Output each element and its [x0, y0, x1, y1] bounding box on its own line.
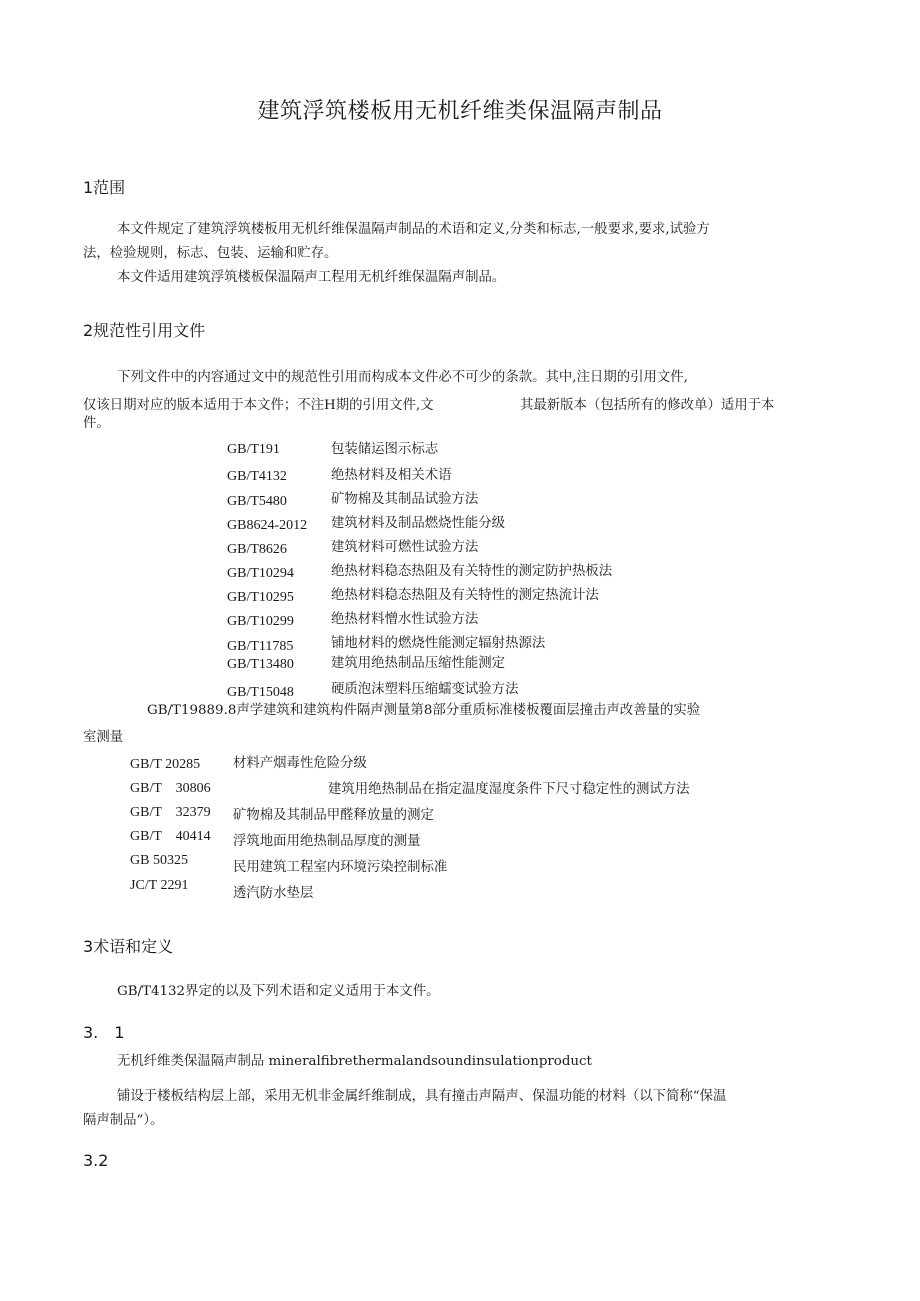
ref-code: GB/T8626: [227, 542, 287, 557]
ref-title: 矿物棉及其制品试验方法: [331, 492, 479, 507]
ref-code: GB/T13480: [227, 657, 294, 672]
section-3-intro: GB/T4132界定的以及下列术语和定义适用于本文件。: [117, 984, 440, 999]
ref-title: 硬质泡沫塑料压缩蠕变试验方法: [331, 682, 519, 697]
ref-title: 建筑材料可燃性试验方法: [331, 540, 479, 555]
ref-title: 铺地材料的燃烧性能测定辐射热源法: [331, 636, 546, 651]
section-1-paragraph-2: 本文件适用建筑浮筑楼板保温隔声工程用无机纤维保温隔声制品。: [117, 270, 506, 285]
term-3-1-number: 3. 1: [83, 1023, 125, 1042]
section-2-paragraph-line-3: 件。: [83, 416, 110, 431]
term-3-1-definition-line-1: 铺设于楼板结构层上部，采用无机非金属纤维制成，具有撞击声隔声、保温功能的材料（以下简称“保温: [117, 1089, 727, 1104]
term-3-1-name: 无机纤维类保温隔声制品 mineralfibrethermalandsoundinsulationproduct: [117, 1054, 592, 1069]
ref-code: GB/T15048: [227, 685, 294, 700]
ref-title: 材料产烟毒性危险分级: [233, 756, 367, 771]
ref-code: GB/T 32379: [130, 805, 211, 820]
ref-code: GB8624-2012: [227, 518, 308, 533]
section-2-paragraph-line-2b: 其最新版本（包括所有的修改单）适用于本: [520, 398, 775, 413]
term-3-1-definition-line-2: 隔声制品”）。: [83, 1113, 164, 1128]
ref-code: GB/T 40414: [130, 829, 211, 844]
section-2-heading: 2规范性引用文件: [83, 321, 206, 340]
ref-title: 绝热材料稳态热阻及有关特性的测定热流计法: [331, 588, 599, 603]
ref-title: 建筑用绝热制品压缩性能测定: [331, 656, 506, 671]
ref-code: GB/T11785: [227, 639, 294, 654]
ref-title: 包装储运图示标志: [331, 442, 439, 457]
document-title: 建筑浮筑楼板用无机纤维类保温隔声制品: [257, 99, 663, 124]
ref-code: GB/T10294: [227, 566, 294, 581]
section-2-paragraph-line-2a: 仅该日期对应的版本适用于本文件；不注H期的引用文件,文: [83, 398, 434, 413]
section-1-paragraph-1-line-1: 本文件规定了建筑浮筑楼板用无机纤维保温隔声制品的术语和定义,分类和标志,一般要求,要求,试验方: [117, 222, 710, 237]
ref-code: GB 50325: [130, 853, 188, 868]
term-3-2-number: 3.2: [83, 1151, 109, 1170]
ref-code: GB/T191: [227, 442, 280, 457]
section-3-heading: 3术语和定义: [83, 937, 174, 956]
ref-code: GB/T5480: [227, 494, 287, 509]
ref-title: 民用建筑工程室内环境污染控制标准: [233, 860, 448, 875]
section-1-paragraph-1-line-2: 法，检验规则，标志、包装、运输和贮存。: [83, 246, 338, 261]
ref-code: GB/T4132: [227, 469, 287, 484]
ref-title: 建筑用绝热制品在指定温度湿度条件下尺寸稳定性的测试方法: [328, 782, 690, 797]
ref-code: GB/T10299: [227, 614, 294, 629]
ref-title: 绝热材料稳态热阻及有关特性的测定防护热板法: [331, 564, 613, 579]
ref-code: GB/T 30806: [130, 781, 211, 796]
ref-title: 绝热材料及相关术语: [331, 468, 452, 483]
ref-code: JC/T 2291: [130, 878, 189, 893]
section-1-heading: 1范围: [83, 178, 126, 197]
ref-title: 浮筑地面用绝热制品厚度的测量: [233, 834, 421, 849]
ref-long-line-1: GB/T19889.8声学建筑和建筑构件隔声测量第8部分重质标准楼板覆面层撞击声改善量的实验: [147, 703, 701, 718]
ref-title: 透汽防水垫层: [233, 886, 314, 901]
ref-title: 绝热材料憎水性试验方法: [331, 612, 479, 627]
ref-code: GB/T10295: [227, 590, 294, 605]
ref-code: GB/T 20285: [130, 757, 201, 772]
ref-long-line-2: 室测量: [83, 730, 124, 745]
section-2-paragraph-line-1: 下列文件中的内容通过文中的规范性引用而构成本文件必不可少的条款。其中,注日期的引用文件,: [117, 370, 688, 385]
ref-title: 建筑材料及制品燃烧性能分级: [331, 516, 506, 531]
ref-title: 矿物棉及其制品甲醛释放量的测定: [233, 808, 434, 823]
